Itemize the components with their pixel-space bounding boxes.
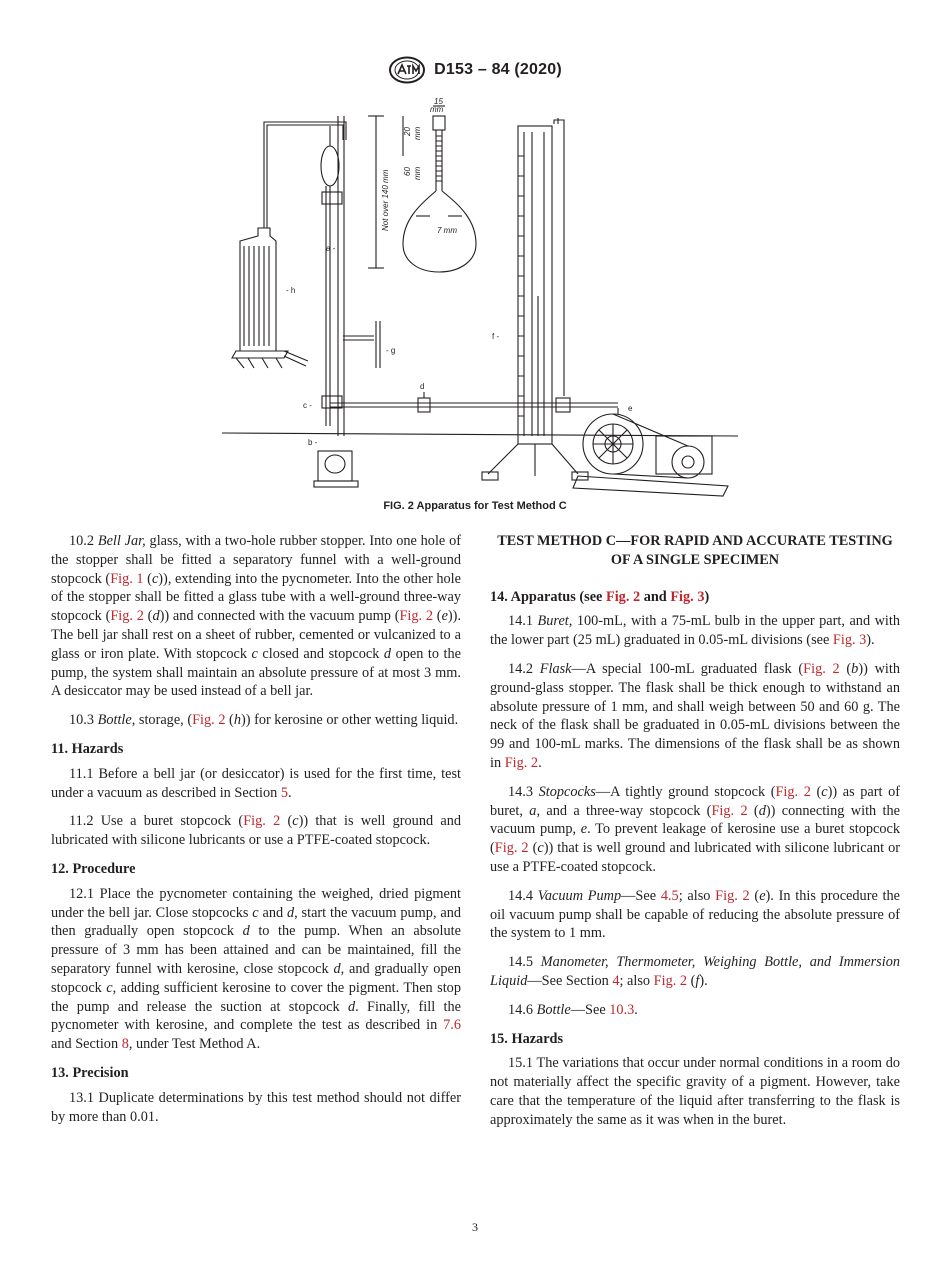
figure-caption: FIG. 2 Apparatus for Test Method C xyxy=(383,500,567,512)
link-section-5[interactable]: 5 xyxy=(280,784,289,801)
paragraph-11-2: 11.2 Use a buret stopcock (Fig. 2 (c)) that is well ground and lubricated with silicone lubricants or use a PTFE-coated stopcock. xyxy=(51,813,461,849)
stand-clamp-g xyxy=(343,321,380,368)
paragraph-10-3: 10.3 Bottle, storage, (Fig. 2 (h)) for kerosine or other wetting liquid. xyxy=(69,712,459,729)
link-section-7-6[interactable]: 7.6 xyxy=(443,1017,461,1034)
paragraph-14-6: 14.6 Bottle—See 10.3. xyxy=(508,1001,638,1018)
link-section-4-5[interactable]: 4.5 xyxy=(660,887,679,904)
label-e: e xyxy=(628,404,633,413)
label-d: d xyxy=(420,382,425,391)
link-fig-2[interactable]: Fig. 2 xyxy=(715,887,750,904)
paragraph-14-1: 14.1 Buret, 100-mL, with a 75-mL bulb in the upper part, and with the lower part (25 mL) graduated in 0.05-mL divisions (see Fig. 3). xyxy=(490,613,901,649)
dim-20: 20 xyxy=(403,127,412,136)
label-f: f - xyxy=(492,332,500,341)
link-fig-2[interactable]: Fig. 2 xyxy=(110,608,144,625)
document-designation: D153 – 84 (2020) xyxy=(434,61,562,78)
paragraph-13-1: 13.1 Duplicate determinations by this test method should not differ by more than 0.01. xyxy=(51,1089,461,1125)
link-fig-3[interactable]: Fig. 3 xyxy=(832,632,867,649)
label-a: a - xyxy=(326,244,336,253)
label-b: b - xyxy=(308,438,318,447)
link-fig-2[interactable]: Fig. 2 xyxy=(605,588,641,605)
dim-total-height: Not over 140 mm xyxy=(381,169,390,231)
link-fig-2[interactable]: Fig. 2 xyxy=(775,783,811,800)
paragraph-15-1: 15.1 The variations that occur under normal conditions in a room do not materially affect the specific gravity of a pigment. However, take care that the temperature of the liquid after transferring to the flask is approximately the same as it was when in the buret. xyxy=(490,1055,900,1128)
link-section-4[interactable]: 4 xyxy=(612,972,620,989)
paragraph-14-4: 14.4 Vacuum Pump—See 4.5; also Fig. 2 (e). In this procedure the oil vacuum pump shall be capable of reducing the absolute pressure of the system to 1 mm. xyxy=(490,887,901,942)
right-column xyxy=(490,532,900,1140)
link-section-10-3[interactable]: 10.3 xyxy=(609,1001,635,1018)
heading-13-precision: 13. Precision xyxy=(51,1064,129,1081)
dim-neck: 7 mm xyxy=(437,226,457,235)
paragraph-10-2: 10.2 Bell Jar, glass, with a two-hole rubber stopper. Into one hole of the stopper shall be fitted a separatory funnel with a well-ground stopcock (Fig. 1 (c)), extending into the pycnometer. Into the other hole of the stopper shall be fitted a glass tube with a well-ground three-way stopcock (Fig. 2 (d)) and connected with the vacuum pump (Fig. 2 (e)). The bell jar shall rest on a sheet of rubber, cemented or vulcanized to a glass or iron plate. With stopcock c closed and stopcock d open to the pump, the system shall maintain an absolute pressure of at most 3 mm. A desiccator may be used instead of a bell jar. xyxy=(51,533,462,700)
left-column xyxy=(51,532,461,1136)
dim-60-mm: mm xyxy=(413,166,422,180)
apparatus-figure xyxy=(218,96,740,498)
dim-15-mm: mm xyxy=(430,105,444,114)
dim-15: 15 xyxy=(434,97,443,106)
link-fig-1[interactable]: Fig. 1 xyxy=(110,570,144,587)
link-fig-2[interactable]: Fig. 2 xyxy=(192,712,226,729)
label-h: - h xyxy=(286,286,296,295)
link-fig-2[interactable]: Fig. 2 xyxy=(803,660,840,677)
label-g: - g xyxy=(386,346,396,355)
apparatus-drawing xyxy=(218,96,740,498)
paragraph-11-1: 11.1 Before a bell jar (or desiccator) is used for the first time, test under a vacuum as described in Section 5. xyxy=(51,765,461,801)
link-fig-2[interactable]: Fig. 2 xyxy=(711,802,748,819)
manometer-f xyxy=(482,118,588,480)
heading-11-hazards: 11. Hazards xyxy=(51,740,124,757)
heading-14-apparatus: 14. Apparatus (see Fig. 2 and Fig. 3) xyxy=(490,588,710,605)
vacuum-pump-e xyxy=(573,408,728,496)
link-fig-2[interactable]: Fig. 2 xyxy=(504,754,539,771)
flask-b xyxy=(314,451,358,487)
heading-12-procedure: 12. Procedure xyxy=(51,860,136,877)
page-header xyxy=(0,56,950,84)
paragraph-14-2: 14.2 Flask—A special 100-mL graduated flask (Fig. 2 (b)) with ground-glass stopper. The flask shall be thick enough to withstand an absolute pressure of 1 mm, and shall weigh between 50 and 60 g. The neck of the flask shall be graduated in 0.05-mL divisions between the 99 and 100-mL marks. The dimensions of the flask shall be as shown in Fig. 2. xyxy=(490,660,900,771)
storage-bottle-h xyxy=(232,228,308,368)
page-number: 3 xyxy=(472,1220,478,1234)
heading-15-hazards: 15. Hazards xyxy=(490,1030,564,1047)
astm-logo-icon xyxy=(388,56,426,84)
paragraph-12-1: 12.1 Place the pycnometer containing the weighed, dried pigment under the bell jar. Close stopcocks c and d, start the vacuum pump, and then gradually open stopcock d to the pump. When an absolute pressure of 3 mm has been attained and can be maintained, fill the separatory funnel with kerosine, close stopcock d, and gradually open stopcock c, adding sufficient kerosine to cover the pigment. Then stop the pump and release the suction at stopcock d. Finally, fill the pycnometer with kerosine, and complete the test as described in 7.6 and Section 8, under Test Method A. xyxy=(51,885,461,1053)
label-c: c - xyxy=(303,401,312,410)
test-method-c-title: TEST METHOD C—FOR RAPID AND ACCURATE TESTING OF A SINGLE SPECIMEN xyxy=(497,533,893,568)
paragraph-14-5: 14.5 Manometer, Thermometer, Weighing Bottle, and Immersion Liquid—See Section 4; also Fig. 2 (f). xyxy=(490,954,900,989)
link-fig-2[interactable]: Fig. 2 xyxy=(399,608,434,625)
buret-a xyxy=(321,116,344,436)
link-fig-3[interactable]: Fig. 3 xyxy=(670,588,705,605)
link-fig-2[interactable]: Fig. 2 xyxy=(494,840,529,857)
dim-20-mm: mm xyxy=(413,126,422,140)
vacuum-line xyxy=(330,392,618,412)
connecting-tube xyxy=(264,122,346,228)
paragraph-14-3: 14.3 Stopcocks—A tightly ground stopcock (Fig. 2 (c)) as part of buret, a, and a three-way stopcock (Fig. 2 (d)) connecting with the vacuum pump, e. To prevent leakage of kerosine use a buret stopcock (Fig. 2 (c)) that is well ground and lubricated with silicone lubricant or use a PTFE-coated stopcock. xyxy=(490,783,901,875)
link-section-8[interactable]: 8 xyxy=(121,1036,129,1053)
dim-60: 60 xyxy=(403,167,412,176)
link-fig-2[interactable]: Fig. 2 xyxy=(243,813,281,830)
link-fig-2[interactable]: Fig. 2 xyxy=(653,972,688,989)
